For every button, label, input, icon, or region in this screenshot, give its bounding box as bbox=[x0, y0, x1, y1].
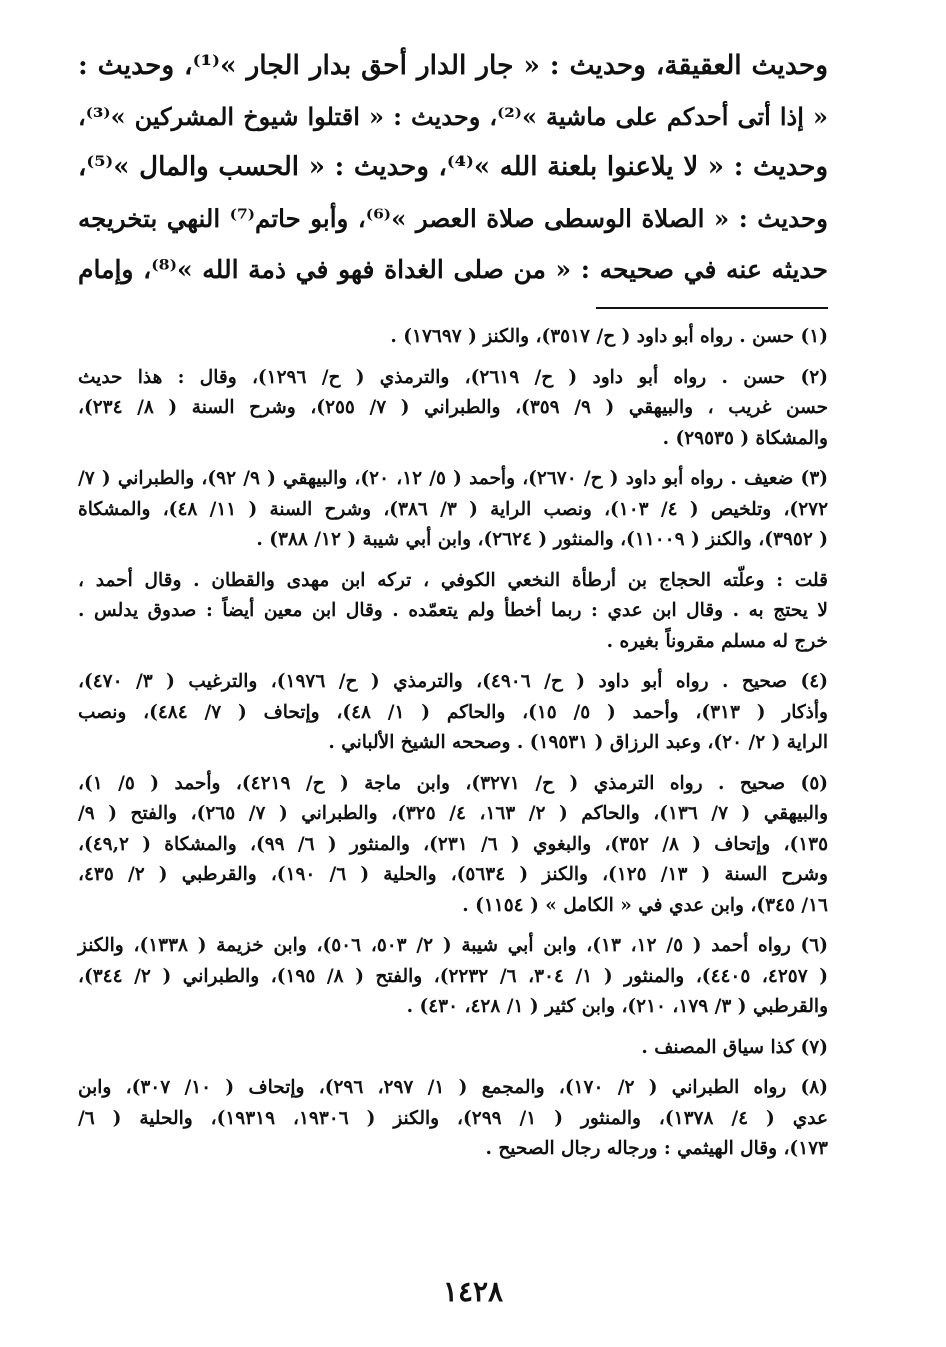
main-text-line: « إذا أتى أحدكم على ماشية »⁽²⁾، وحديث : « اقتلوا شيوخ المشركين »⁽³⁾، bbox=[78, 102, 828, 131]
footnote-line: حسن غريب ، والبيهقي ( ٩/ ٣٥٩)، والطبراني ( ٧/ ٢٥٥)، وشرح السنة ( ٨/ ٢٣٤)، bbox=[78, 397, 829, 418]
footnote-line: والبيهقي ( ٧/ ١٣٦)، والحاكم ( ٢/ ١٦٣، ٤/ ٣٢٥)، والطبراني ( ٧/ ٢٦٥)، والفتح ( ٩/ bbox=[78, 803, 829, 824]
footnote-7 bbox=[78, 1033, 828, 1064]
footnote-line: عدي ( ٤/ ١٣٧٨)، والمنثور ( ١/ ٢٩٩)، والكنز ( ١٩٣٠٦، ١٩٣١٩)، والحلية ( ٦/ bbox=[78, 1107, 828, 1129]
footnote-line: (٨) رواه الطبراني ( ٢/ ١٧٠)، والمجمع ( ١/ ٢٩٧، ٢٩٦)، وإتحاف ( ١٠/ ٣٠٧)، وابن bbox=[78, 1077, 828, 1098]
footnote-line: ١٧٣)، وقال الهيثمي : ورجاله رجال الصحيح . bbox=[485, 1138, 828, 1159]
footnote-5 bbox=[78, 769, 828, 922]
footnote-line: ( ٣٩٥٢)، والكنز ( ١١٠٠٩)، والمنثور ( ٢٦٢٤)، وابن أبي شيبة ( ١٢/ ٣٨٨) . bbox=[256, 529, 828, 550]
footnotes bbox=[78, 322, 828, 1165]
footnote-line: والقرطبي ( ٣/ ١٧٩، ٢١٠)، وابن كثير ( ١/ ٤٢٨، ٤٣٠) . bbox=[406, 996, 828, 1017]
footnote-8 bbox=[78, 1073, 828, 1165]
footnote-1 bbox=[78, 322, 828, 353]
footnote-3-comment bbox=[78, 566, 828, 658]
footnote-6 bbox=[78, 931, 828, 1023]
footnote-line: قلت : وعلّته الحجاج بن أرطأة النخعي الكوفي ، تركه ابن مهدى والقطان . وقال أحمد ، bbox=[78, 569, 828, 591]
footnote-line: ( ٤٢٥٧، ٤٤٠٥)، والمنثور ( ١/ ٣٠٤، ٦/ ٢٢٣٢)، والفتح ( ٨/ ١٩٥)، والطبراني ( ٢/ ٣٤٤)، bbox=[78, 965, 828, 987]
footnote-line: (٦) رواه أحمد ( ٥/ ١٢، ١٣)، وابن أبي شيبة ( ٢/ ٥٠٣، ٥٠٦)، وابن خزيمة ( ١٣٣٨)، والكنز bbox=[78, 935, 828, 956]
footnote-line: (٥) صحيح . رواه الترمذي ( ح/ ٣٢٧١)، وابن ماجة ( ح/ ٤٢١٩)، وأحمد ( ٥/ ١)، bbox=[78, 772, 829, 794]
footnote-3 bbox=[78, 464, 828, 556]
main-text bbox=[78, 40, 828, 295]
footnote-line: الراية ( ٢/ ٢٠)، وعبد الرزاق ( ١٩٥٣١) . وصححه الشيخ الألباني . bbox=[328, 732, 828, 753]
footnote-separator bbox=[596, 307, 828, 309]
footnote-line: ١٣٥)، وإتحاف ( ٨/ ٣٥٢)، والبغوي ( ٦/ ٢٣١)، والمنثور ( ٦/ ٩٩)، والمشكاة ( ٤٩,٢)، bbox=[78, 833, 829, 855]
footnote-line: لا يحتج به . وقال ابن عدي : ربما أخطأ ولم يتعمّده . وقال ابن معين أيضاً : صدوق يدلس . bbox=[78, 600, 828, 621]
footnote-line: وشرح السنة ( ١٣/ ١٢٥)، والكنز ( ٥٦٣٤)، والحلية ( ٦/ ١٩٠)، والقرطبي ( ٢/ ٤٣٥، bbox=[78, 864, 828, 885]
footnote-line: (٣) ضعيف . رواه أبو داود ( ح/ ٢٦٧٠)، وأحمد ( ٥/ ١٢، ٢٠)، والبيهقي ( ٩/ ٩٢)، والطبراني ( ٧/ bbox=[78, 468, 829, 489]
footnote-line: ٢٧٢)، وتلخيص ( ٤/ ١٠٣)، ونصب الراية ( ٣/ ٣٨٦)، وشرح السنة ( ١١/ ٤٨)، والمشكاة bbox=[78, 498, 829, 520]
page-number: ١٤٢٨ bbox=[442, 1275, 504, 1308]
footnote-4 bbox=[78, 667, 828, 759]
footnote-line: ١٦/ ٣٤٥)، وابن عدي في « الكامل » ( ١١٥٤) . bbox=[462, 894, 828, 916]
footnote-2 bbox=[78, 363, 828, 455]
footnote-line: والمشكاة ( ٢٩٥٣٥) . bbox=[662, 427, 828, 449]
footnote-line: خرج له مسلم مقروناً بغيره . bbox=[606, 630, 828, 652]
footnote-line: وأذكار ( ٣١٣)، وأحمد ( ٥/ ١٥)، والحاكم ( ١/ ٤٨)، وإتحاف ( ٧/ ٤٨٤)، ونصب bbox=[78, 701, 828, 723]
footnote-line: (١) حسن . رواه أبو داود ( ح/ ٣٥١٧)، والكنز ( ١٧٦٩٧) . bbox=[390, 326, 828, 347]
main-text-line: وحديث العقيقة، وحديث : « جار الدار أحق بدار الجار »⁽¹⁾، وحديث : bbox=[78, 50, 829, 81]
main-text-line: وحديث : « لا يلاعنوا بلعنة الله »⁽⁴⁾، وحديث : « الحسب والمال »⁽⁵⁾، bbox=[78, 152, 829, 182]
main-text-line: وحديث : « الصلاة الوسطى صلاة العصر »⁽⁶⁾، وأبو حاتم⁽⁷⁾ النهي بتخريجه bbox=[78, 204, 828, 233]
main-text-line: حديثه عنه في صحيحه : « من صلى الغداة فهو في ذمة الله »⁽⁸⁾، وإمام bbox=[78, 255, 828, 284]
footnote-line: (٤) صحيح . رواه أبو داود ( ح/ ٤٩٠٦)، والترمذي ( ح/ ١٩٧٦)، والترغيب ( ٣/ ٤٧٠)، bbox=[78, 671, 828, 692]
footnote-line: (٧) كذا سياق المصنف . bbox=[641, 1036, 828, 1058]
footnote-line: (٢) حسن . رواه أبو داود ( ح/ ٢٦١٩)، والترمذي ( ح/ ١٢٩٦)، وقال : هذا حديث bbox=[78, 366, 828, 388]
